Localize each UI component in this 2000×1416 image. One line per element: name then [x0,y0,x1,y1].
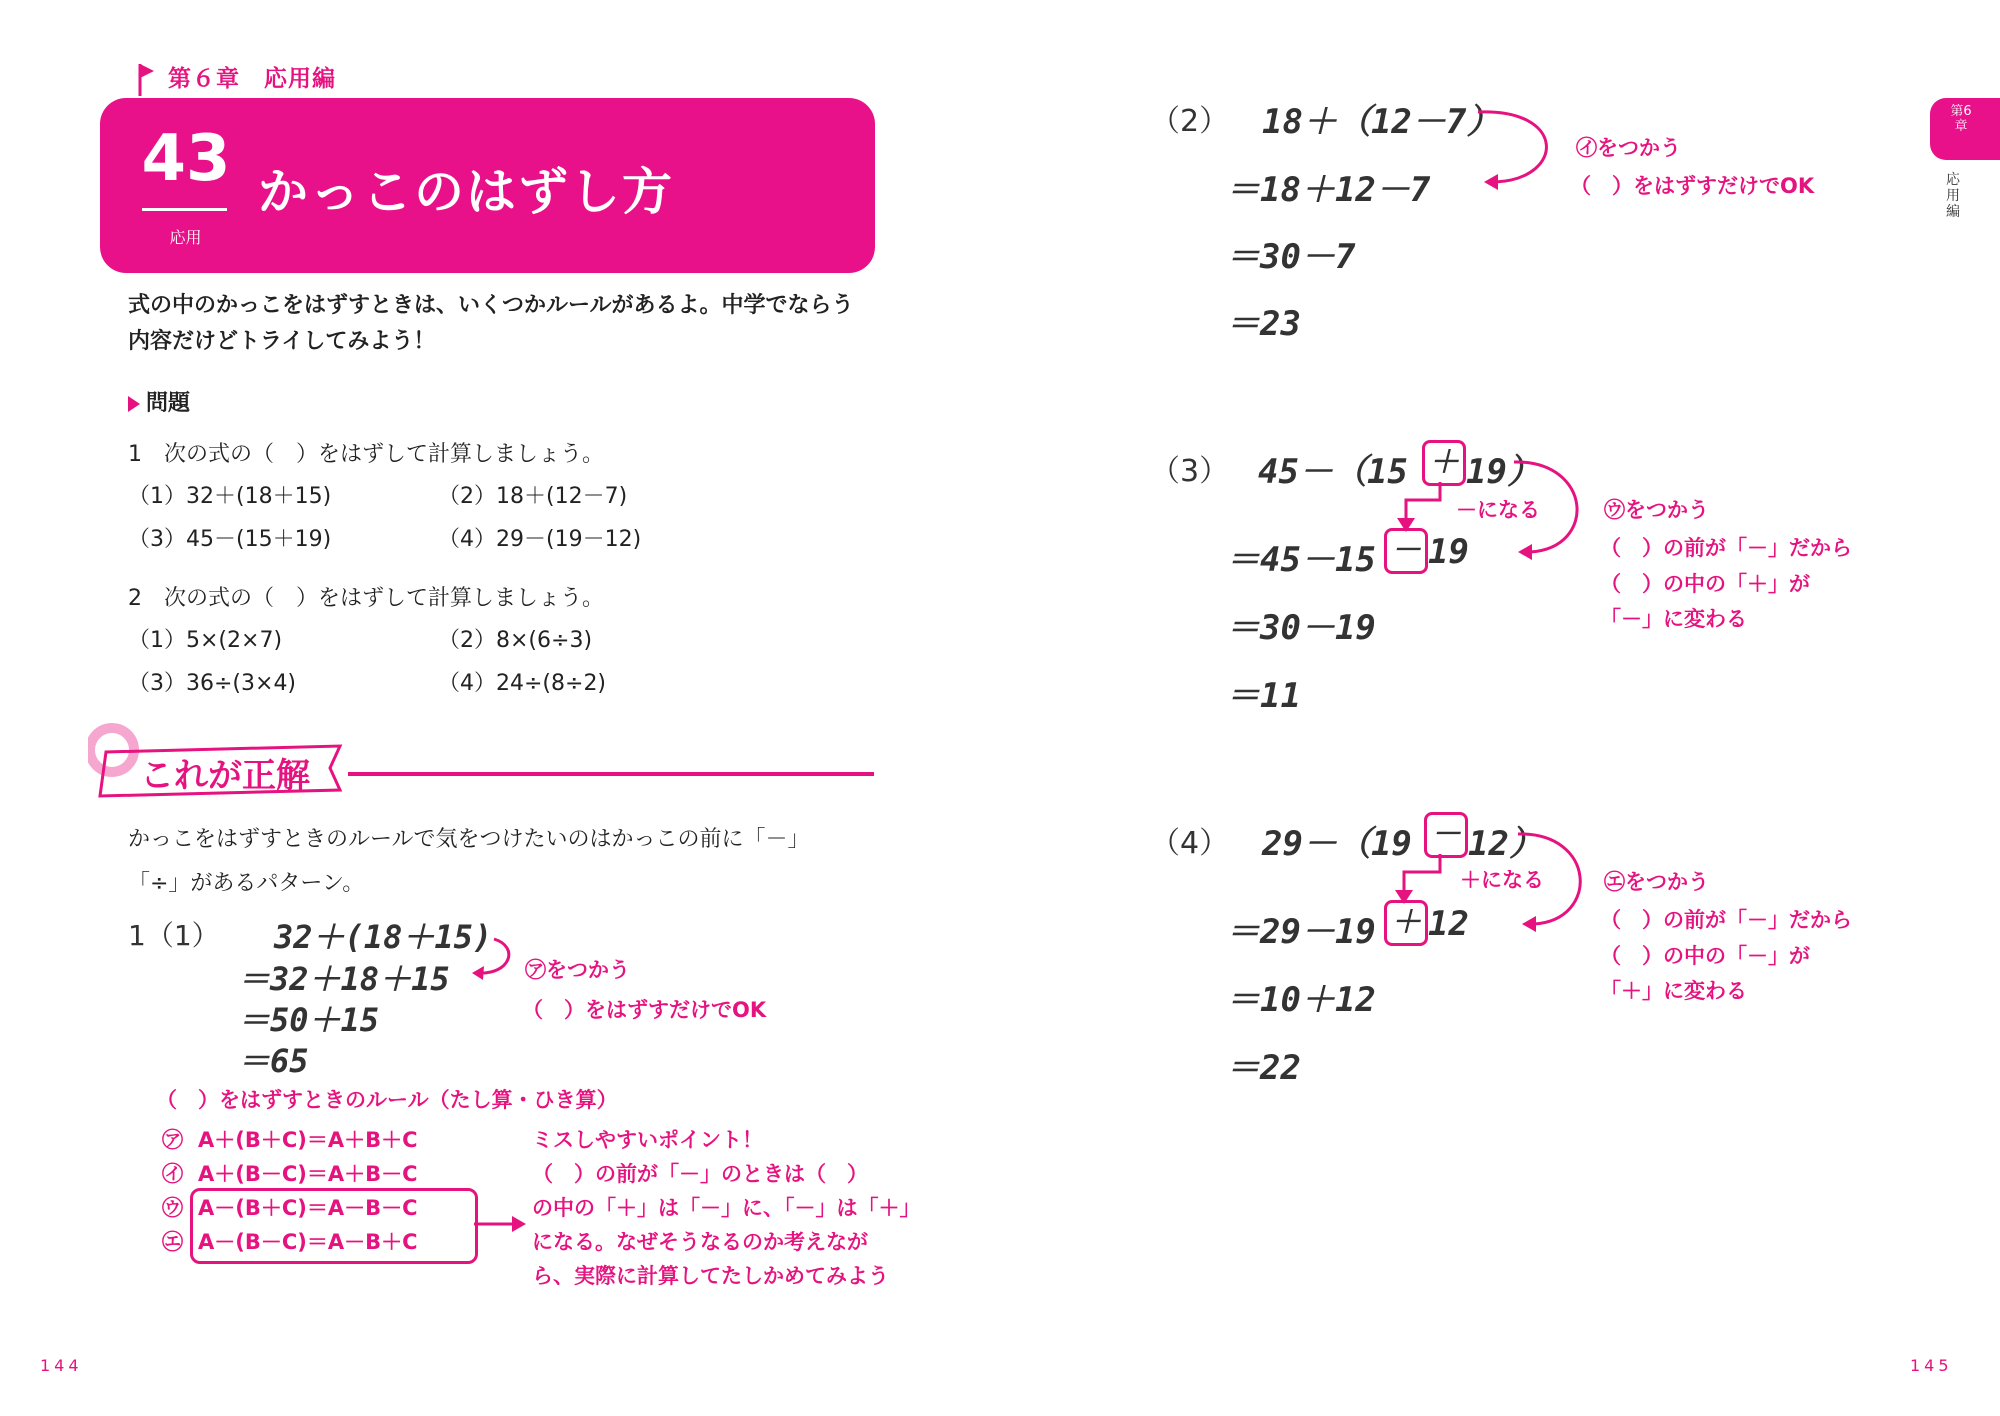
q2-item-2: （2）8×(6÷3) [438,628,593,653]
p2-line-3: ＝30－7 [1226,237,1356,277]
lesson-title: かっこのはずし方 [258,163,674,221]
p4-change-note: ＋になる [1460,868,1544,892]
rule-text-1: A＋(B＋C)＝A＋B＋C [198,1128,418,1152]
p3-label: （3） [1150,454,1230,489]
p4-operator-plus: ＋ [1384,900,1428,946]
problems-heading-label: 問題 [146,391,191,416]
curved-arrow-icon [470,935,522,985]
rule-text-2: A＋(B－C)＝A＋B－C [198,1162,418,1186]
a1-label: 1（1） [128,919,220,952]
rule-mark-1: ㋐ [162,1128,183,1152]
flag-icon [138,62,154,96]
lesson-number: 43 [141,122,231,196]
tip-line-3: の中の「＋」は「－」に、「－」は「＋」 [532,1196,921,1220]
p3-note-4: 「－」に変わる [1600,607,1747,631]
p3-line-3: ＝30－19 [1226,608,1376,648]
rules-title: （ ）をはずすときのルール（たし算・ひき算） [156,1088,618,1112]
q1-stem: 1 次の式の（ ）をはずして計算しましょう。 [128,442,604,467]
rule-mark-2: ㋑ [162,1162,183,1186]
chapter-side-tab-text: 第6章 [1950,104,1972,134]
p4-line-4: ＝22 [1226,1048,1301,1088]
down-arrow-icon [1390,854,1450,906]
p4-note-4: 「＋」に変わる [1600,979,1747,1003]
down-arrow-icon [1392,482,1452,534]
a1-line-4: ＝65 [238,1042,309,1080]
answer-lead-1: かっこをはずすときのルールで気をつけたいのはかっこの前に「－」 [128,827,810,852]
lesson-tag: 応用 [169,228,202,247]
p4-line-1b: 12） [1468,824,1543,864]
p4-label: （4） [1150,826,1230,861]
page-number-right: 145 [1910,1356,1953,1375]
q1-item-2: （2）18＋(12－7) [438,484,628,509]
p4-note-1: ㋓をつかう [1604,870,1709,894]
a1-line-2: ＝32＋18＋15 [238,960,450,998]
a1-line-3: ＝50＋15 [238,1001,380,1039]
p4-line-2a: ＝29－19 [1226,912,1376,952]
page-number-left: 144 [40,1356,83,1375]
rule-text-3: A－(B＋C)＝A－B－C [198,1196,418,1220]
rule-text-4: A－(B－C)＝A－B＋C [198,1230,418,1254]
q1-item-1: （1）32＋(18＋15) [128,484,332,509]
p4-note-2: （ ）の前が「－」だから [1600,908,1852,932]
q2-stem: 2 次の式の（ ）をはずして計算しましょう。 [128,586,604,611]
p3-line-4: ＝11 [1226,676,1301,716]
p4-note-3: （ ）の中の「－」が [1600,944,1810,968]
tip-line-1: ミスしやすいポイント！ [532,1128,763,1152]
intro-text: 式の中のかっこをはずすときは、いくつかルールがあるよ。中学でならう内容だけどトライしてみよう！ [128,293,854,354]
lesson-number-underline [142,208,227,211]
p4-line-2b: 12 [1428,904,1469,944]
a1-note-2: （ ）をはずすだけでOK [522,998,767,1022]
answer-lead-2: 「÷」があるパターン。 [128,871,365,896]
a1-line-1: 32＋(18＋15) [274,918,493,956]
p3-line-1a: 45－（15 [1258,452,1408,492]
p3-operator-minus: － [1384,528,1428,574]
triangle-bullet-icon [128,396,140,412]
p3-note-3: （ ）の中の「＋」が [1600,572,1810,596]
rule-mark-4: ㋓ [162,1230,183,1254]
p2-label: （2） [1150,104,1230,139]
p4-operator-minus: － [1424,812,1468,858]
p3-change-note: －になる [1456,498,1540,522]
p2-line-1: 18＋（12－7） [1262,102,1501,142]
p3-line-1b: 19） [1466,452,1541,492]
p2-note-1: ㋑をつかう [1576,136,1681,160]
rule-mark-3: ㋒ [162,1196,183,1220]
p3-line-2a: ＝45－15 [1226,540,1376,580]
chapter-label: 第６章 応用編 [168,66,336,92]
p3-note-1: ㋒をつかう [1604,498,1709,522]
p2-line-4: ＝23 [1226,304,1301,344]
problems-heading [128,386,190,417]
p3-operator-plus: ＋ [1422,440,1466,486]
tip-line-2: （ ）の前が「－」のときは（ ） [532,1162,868,1186]
curved-arrow-icon [1516,828,1602,936]
p2-line-2: ＝18＋12－7 [1226,170,1431,210]
p4-line-3: ＝10＋12 [1226,980,1376,1020]
chapter-side-subtitle: 応用編 [1946,172,1960,220]
p3-note-2: （ ）の前が「－」だから [1600,536,1852,560]
q1-item-4: （4）29－(19－12) [438,527,642,552]
q2-item-1: （1）5×(2×7) [128,628,283,653]
tip-line-4: になる。なぜそうなるのか考えなが [532,1230,868,1254]
right-arrow-icon [474,1212,526,1236]
answer-banner-text: これが正解 [140,756,310,796]
tip-line-5: ら、実際に計算してたしかめてみよう [532,1264,889,1288]
q2-item-3: （3）36÷(3×4) [128,671,297,696]
p2-note-2: （ ）をはずすだけでOK [1570,174,1815,198]
curved-arrow-icon [1512,456,1600,564]
p3-line-2b: 19 [1428,532,1469,572]
a1-note-1: ㋐をつかう [525,958,630,982]
q1-item-3: （3）45－(15＋19) [128,527,332,552]
p4-line-1a: 29－（19 [1262,824,1412,864]
curved-arrow-icon [1476,104,1576,194]
q2-item-4: （4）24÷(8÷2) [438,671,607,696]
